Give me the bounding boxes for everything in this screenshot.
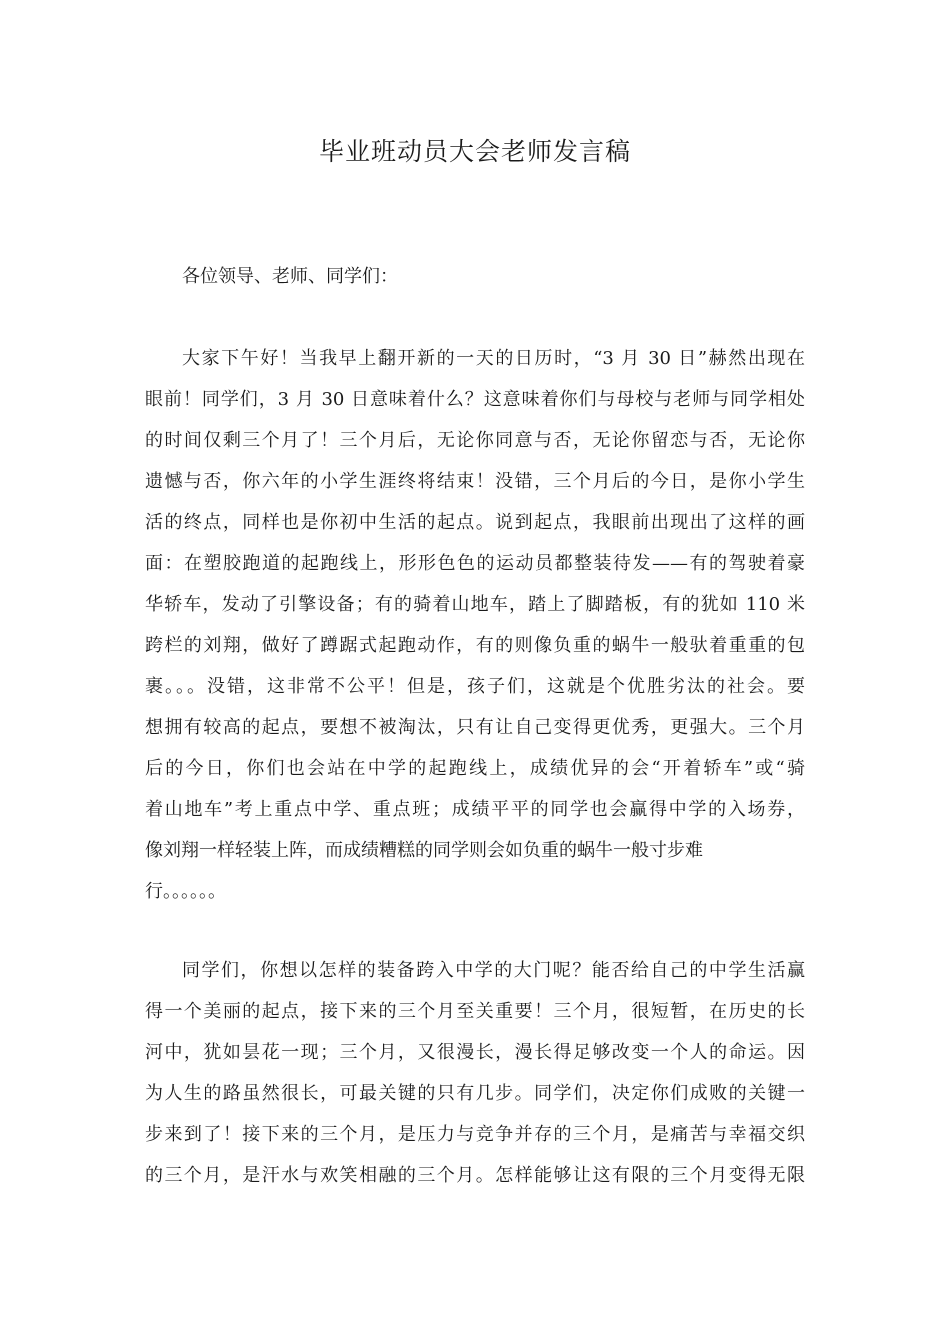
paragraph-line: 像刘翔一样轻装上阵，而成绩糟糕的同学则会如负重的蜗牛一般寸步难 xyxy=(145,840,703,861)
paragraph-line: 得一个美丽的起点，接下来的三个月至关重要！三个月，很短暂，在历史的长 xyxy=(145,1001,805,1022)
paragraph-line: 着山地车”考上重点中学、重点班；成绩平平的同学也会赢得中学的入场券， xyxy=(145,799,805,820)
paragraph-line: 眼前！同学们，3 月 30 日意味着什么？这意味着你们与母校与老师与同学相处 xyxy=(145,389,805,410)
paragraph-2 xyxy=(145,950,805,1196)
paragraph-line: 华轿车，发动了引擎设备；有的骑着山地车，踏上了脚踏板，有的犹如 110 米 xyxy=(145,594,805,615)
paragraph-line: 面：在塑胶跑道的起跑线上，形形色色的运动员都整装待发——有的驾驶着豪 xyxy=(145,553,805,574)
paragraph-1 xyxy=(145,338,805,912)
paragraph-line: 河中，犹如昙花一现；三个月，又很漫长，漫长得足够改变一个人的命运。因 xyxy=(145,1042,805,1063)
paragraph-line: 后的今日，你们也会站在中学的起跑线上，成绩优异的会“开着轿车”或“骑 xyxy=(145,758,805,779)
paragraph-line: 为人生的路虽然很长，可最关键的只有几步。同学们，决定你们成败的关键一 xyxy=(145,1083,805,1104)
paragraph-line: 步来到了！接下来的三个月，是压力与竞争并存的三个月，是痛苦与幸福交织 xyxy=(145,1124,805,1145)
salutation: 各位领导、老师、同学们： xyxy=(182,266,398,287)
paragraph-line: 活的终点，同样也是你初中生活的起点。说到起点，我眼前出现出了这样的画 xyxy=(145,512,805,533)
paragraph-line: 遗憾与否，你六年的小学生涯终将结束！没错，三个月后的今日，是你小学生 xyxy=(145,471,805,492)
paragraph-line: 大家下午好！当我早上翻开新的一天的日历时，“3 月 30 日”赫然出现在 xyxy=(182,348,805,369)
paragraph-line: 的时间仅剩三个月了！三个月后，无论你同意与否，无论你留恋与否，无论你 xyxy=(145,430,805,451)
paragraph-line: 同学们，你想以怎样的装备跨入中学的大门呢？能否给自己的中学生活赢 xyxy=(182,960,805,981)
paragraph-line: 的三个月，是汗水与欢笑相融的三个月。怎样能够让这有限的三个月变得无限 xyxy=(145,1165,805,1186)
paragraph-line: 行。。。。。。 xyxy=(145,881,226,902)
paragraph-line: 跨栏的刘翔，做好了蹲踞式起跑动作，有的则像负重的蜗牛一般驮着重重的包 xyxy=(145,635,805,656)
paragraph-line: 想拥有较高的起点，要想不被淘汰，只有让自己变得更优秀，更强大。三个月 xyxy=(145,717,805,738)
document-title: 毕业班动员大会老师发言稿 xyxy=(318,137,631,166)
paragraph-line: 裹。。。没错，这非常不公平！但是，孩子们，这就是个优胜劣汰的社会。要 xyxy=(145,676,805,697)
